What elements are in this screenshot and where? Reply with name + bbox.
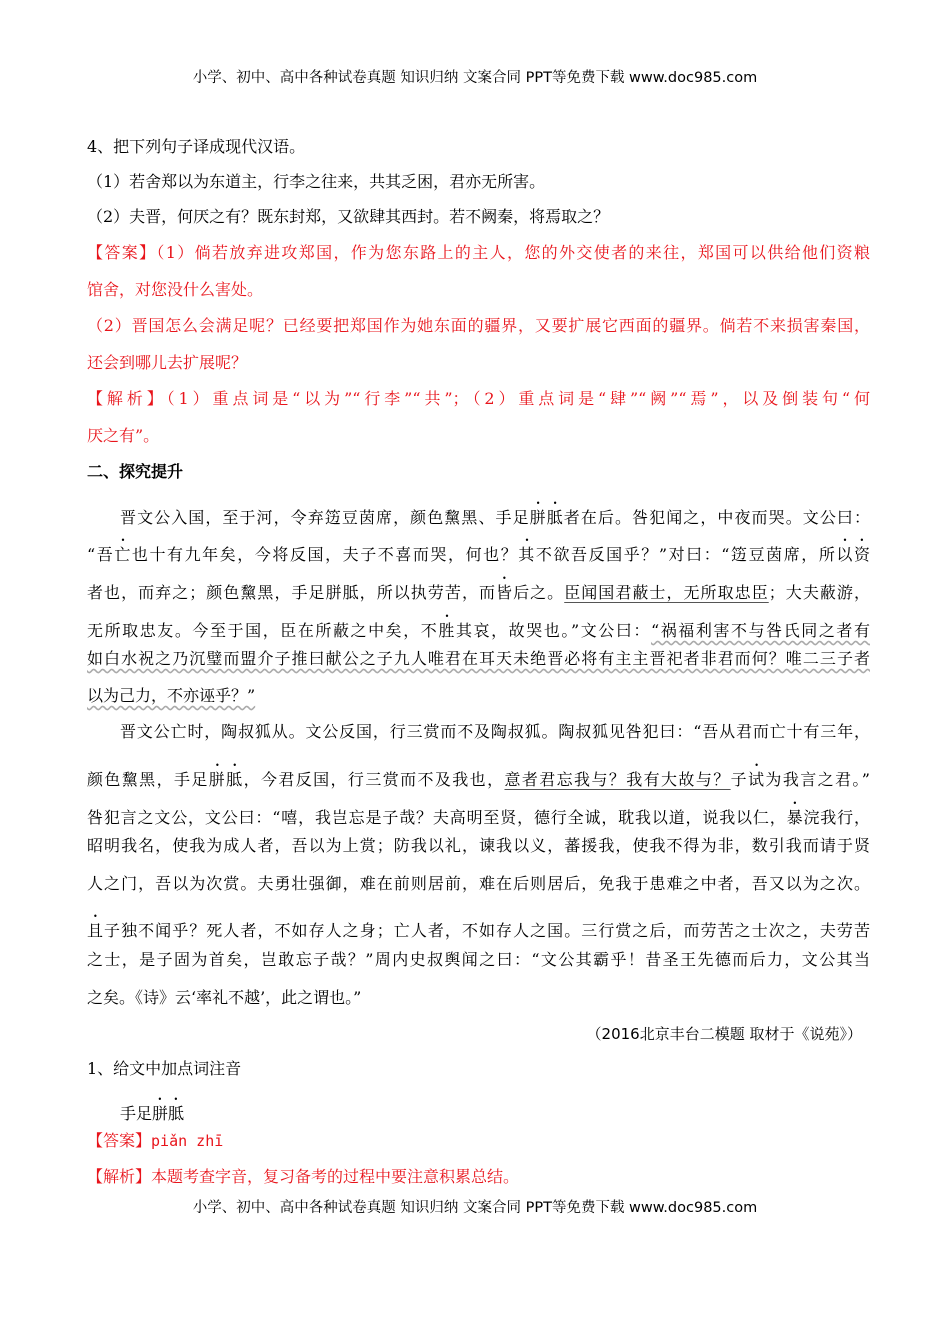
page-footer: 小学、初中、高中各种试卷真题 知识归纳 文案合同 PPT等免费下载 www.doc985.com bbox=[192, 1200, 758, 1216]
text-segment: 后之。 bbox=[513, 583, 565, 602]
text-segment: 晋文公入国，至于河，令弃笾豆茵席，颜色黧黑、手足 bbox=[120, 508, 530, 527]
text-line bbox=[87, 243, 870, 263]
emphasized-word: 亡 bbox=[114, 545, 132, 564]
text-segment: 之士，是子固为首矣，岂敢忘子哉？”周内史叔舆闻之曰：“文公其霸乎！昔圣王先德而后力，文公其当 bbox=[87, 950, 870, 969]
text-segment: 颜色黧黑，手足 bbox=[87, 770, 209, 789]
text-line bbox=[87, 836, 870, 856]
underlined-text: 意者君忘我与？我有大故与？ bbox=[504, 770, 731, 789]
question-word bbox=[120, 1095, 184, 1124]
text-line bbox=[87, 761, 870, 790]
text-segment: 馆舍，对您没什么害处。 bbox=[87, 280, 264, 299]
emphasized-word: 胼胝 bbox=[208, 770, 244, 789]
text-segment: 晋文公亡时，陶叔狐从。文公反国，行三赏而不及陶叔狐。陶叔狐见咎犯曰：“吾从君而亡十有三年， bbox=[120, 722, 870, 741]
wavy-underlined-text: 以为己力，不亦诬乎？” bbox=[87, 686, 256, 705]
text-line bbox=[87, 874, 870, 894]
text-line bbox=[87, 612, 870, 641]
emphasized-word: 皆 bbox=[496, 583, 514, 602]
text-segment: （1）若舍郑以为东道主，行李之往来，共其乏困，君亦无所害。 bbox=[87, 172, 546, 191]
text-segment: 4、把下列句子译成现代汉语。 bbox=[87, 137, 306, 156]
text-line bbox=[87, 426, 159, 446]
dotted-word: 胼胝 bbox=[152, 1104, 185, 1123]
text-line bbox=[87, 316, 870, 336]
emphasized-word: 以资 bbox=[836, 545, 870, 564]
text-line bbox=[87, 536, 870, 565]
text-line bbox=[87, 353, 247, 373]
text-line bbox=[87, 172, 545, 192]
wavy-underlined-text: 如白水祝之乃沉璧而盟介子推曰献公之子九人唯君在耳天未绝晋必将有主主晋祀者非君而何？唯二三子者 bbox=[87, 649, 870, 668]
emphasized-word: 暴 bbox=[786, 808, 804, 827]
analysis-line bbox=[87, 1167, 519, 1187]
text-segment: 其哀，故哭也。”文公曰： bbox=[455, 621, 651, 640]
question-title: 1、给文中加点词注音 bbox=[87, 1059, 242, 1078]
text-segment: 也十有九年矣，今将反国，夫子不喜而哭，何也？ bbox=[131, 545, 519, 564]
analysis-text: 本题考查字音，复习备考的过程中要注意积累总结。 bbox=[151, 1167, 520, 1186]
text-segment: 者在后。咎犯闻之，中夜而哭。文公曰： bbox=[563, 508, 870, 527]
answer-text: piǎn zhī bbox=[151, 1132, 224, 1150]
text-segment: “吾 bbox=[87, 545, 115, 564]
text-segment: 人之门，吾以为次赏。夫勇壮强御，难在前则居前，难在后则居后，免我于患难之中者，吾又以为之次。 bbox=[87, 874, 870, 893]
answer-line bbox=[87, 1131, 223, 1151]
text-segment: ；大夫蔽游， bbox=[768, 583, 870, 602]
text-line bbox=[87, 912, 870, 941]
text-line bbox=[87, 988, 361, 1008]
text-line bbox=[87, 686, 255, 706]
text-segment: 无所取忠友。今至于国，臣在所蔽之中矣，不 bbox=[87, 621, 439, 640]
text-line bbox=[87, 950, 870, 970]
emphasized-word: 试 bbox=[748, 770, 766, 789]
emphasized-word: 胜 bbox=[438, 621, 456, 640]
text-line bbox=[87, 207, 609, 227]
text-line bbox=[87, 649, 870, 669]
text-line bbox=[87, 799, 870, 828]
text-line bbox=[87, 574, 870, 603]
text-segment: 咎犯言之文公，文公曰：“嘻，我岂忘是子哉？夫高明至贤，德行全诚，耽我以道，说我以仁， bbox=[87, 808, 787, 827]
text-segment: 子 bbox=[730, 770, 749, 789]
text-segment: 不欲吾反国乎？”对曰：“笾豆茵席，所 bbox=[535, 545, 837, 564]
source-citation: （2016北京丰台二模题 取材于《说苑》） bbox=[586, 1025, 862, 1043]
text-segment: 厌之有”。 bbox=[87, 426, 160, 445]
text-segment: 昭明我名，使我为成人者，吾以为上赏；防我以礼，谏我以义，蕃援我，使我不得为非，数引我而请于贤 bbox=[87, 836, 870, 855]
underlined-text: 臣闻国君蔽士，无所取忠臣 bbox=[564, 583, 769, 602]
text-segment: 浣我行， bbox=[803, 808, 870, 827]
text-segment: （2）夫晋，何厌之有？既东封郑，又欲肆其西封。若不阙秦，将焉取之？ bbox=[87, 207, 610, 226]
text-line bbox=[120, 499, 870, 528]
text-line bbox=[87, 389, 870, 409]
text-segment: 还会到哪儿去扩展呢？ bbox=[87, 353, 248, 372]
emphasized-word: 且 bbox=[87, 921, 105, 940]
text-segment: 【答案】（1）倘若放弃进攻郑国，作为您东路上的主人，您的外交使者的来往，郑国可以供给他们资粮 bbox=[87, 243, 870, 262]
text-segment: 子独不闻乎？死人者，不如存人之身；亡人者，不如存人之国。三行赏之后，而劳苦之士次之，夫劳苦 bbox=[104, 921, 870, 940]
text-segment: ，今君反国，行三赏而不及我也， bbox=[243, 770, 505, 789]
analysis-label: 【解析】 bbox=[87, 1167, 152, 1186]
page-header: 小学、初中、高中各种试卷真题 知识归纳 文案合同 PPT等免费下载 www.doc985.com bbox=[192, 70, 758, 86]
text-segment: （2）晋国怎么会满足呢？已经要把郑国作为她东面的疆界，又要扩展它西面的疆界。倘若不来损害秦国， bbox=[87, 316, 870, 335]
text-line bbox=[87, 137, 305, 157]
text-line bbox=[87, 462, 183, 482]
emphasized-word: 胼胝 bbox=[529, 508, 564, 527]
wavy-underlined-text: “祸福利害不与咎氏同之者有 bbox=[650, 621, 870, 640]
emphasized-word: 其 bbox=[518, 545, 536, 564]
text-segment: 之矣。《诗》云‘率礼不越’，此之谓也。” bbox=[87, 988, 362, 1007]
text-segment: 二、探究提升 bbox=[87, 462, 184, 481]
answer-label: 【答案】 bbox=[87, 1131, 152, 1150]
text-segment: 【解析】（1）重点词是“以为”“行李”“共”；（2）重点词是“肆”“阙”“焉”，以及倒装句“何 bbox=[87, 389, 870, 408]
text-line bbox=[120, 722, 870, 742]
text-line bbox=[87, 280, 263, 300]
word-prefix: 手足 bbox=[120, 1104, 153, 1123]
text-segment: 者也，而弃之；颜色黧黑，手足胼胝，所以执劳苦，而 bbox=[87, 583, 497, 602]
text-segment: 为我言之君。” bbox=[765, 770, 870, 789]
